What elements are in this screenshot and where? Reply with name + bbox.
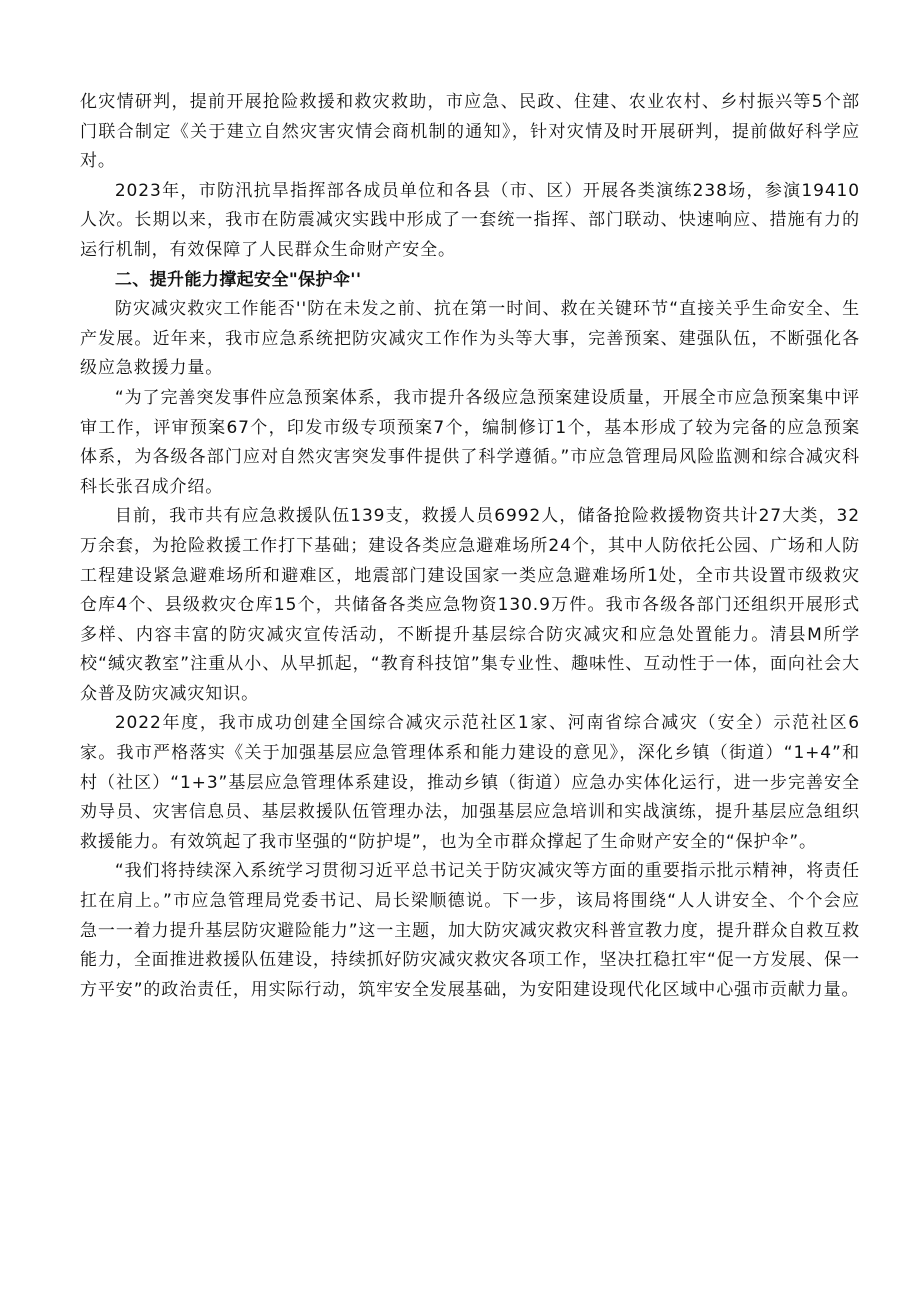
section-heading-two: 二、提升能力撑起安全"保护伞'' (114, 269, 362, 290)
article-body (80, 88, 860, 1005)
paragraph-prevention-priority: 防灾减灾救灾工作能否''防在未发之前、抗在第一时间、救在关键环节“直接关乎生命安全、生产发展。近年来，我市应急系统把防灾减灾工作作为头等大事，完善预案、建强队伍，不断强化各级应急救援力量。 (80, 299, 860, 379)
paragraph-drills-2023: 2023年，市防汛抗旱指挥部各成员单位和各县（市、区）开展各类演练238场，参演19410人次。长期以来，我市在防震减灾实践中形成了一套统一指挥、部门联动、快速响应、措施有力的运行机制，有效保障了人民群众生命财产安全。 (80, 180, 860, 260)
paragraph-next-steps: “我们将持续深入系统学习贯彻习近平总书记关于防灾减灾等方面的重要指示批示精神，将责任扛在肩上。”市应急管理局党委书记、局长梁顺德说。下一步，该局将围绕“人人讲安全、个个会应急一一着力提升基层防灾避险能力”这一主题，加大防灾减灾救灾科普宣教力度，提升群众自救互救能力，全面推进救援队伍建设，持续抓好防灾减灾救灾各项工作，坚决扛稳扛牢“促一方发展、保一方平安”的政治责任，用实际行动，筑牢安全发展基础，为安阳建设现代化区域中心强市贡献力量。 (80, 861, 860, 1000)
paragraph-community-2022: 2022年度，我市成功创建全国综合减灾示范社区1家、河南省综合减灾（安全）示范社区6家。我市严格落实《关于加强基层应急管理体系和能力建设的意见》，深化乡镇（街道）“1+4”和村（社区）“1+3”基层应急管理体系建设，推动乡镇（街道）应急办实体化运行，进一步完善安全劝导员、灾害信息员、基层救援队伍管理办法，加强基层应急培训和实战演练，提升基层应急组织救援能力。有效筑起了我市坚强的“防护堤”，也为全市群众撑起了生命财产安全的“保护伞”。 (80, 713, 860, 852)
paragraph-rescue-resources: 目前，我市共有应急救援队伍139支，救援人员6992人，储备抢险救援物资共计27大类，32万余套，为抢险救援工作打下基础；建设各类应急避难场所24个，其中人防依托公园、广场和人防工程建设紧急避难场所和避难区，地震部门建设国家一类应急避难场所1处，全市共设置市级救灾仓库4个、县级救灾仓库15个，共储备各类应急物资130.9万件。我市各级各部门还组织开展形式多样、内容丰富的防灾减灾宣传活动，不断提升基层综合防灾减灾和应急处置能力。清县M所学校“缄灾教室”注重从小、从早抓起，“教育科技馆”集专业性、趣味性、互动性于一体，面向社会大众普及防灾减灾知识。 (80, 506, 860, 704)
paragraph-emergency-plans: “为了完善突发事件应急预案体系，我市提升各级应急预案建设质量，开展全市应急预案集中评审工作，评审预案67个，印发市级专项预案7个，编制修订1个，基本形成了较为完备的应急预案体系，为各级各部门应对自然灾害突发事件提供了科学遵循。”市应急管理局风险监测和综合减灾科科长张召成介绍。 (80, 387, 860, 497)
paragraph-disaster-assessment: 化灾情研判，提前开展抢险救援和救灾救助，市应急、民政、住建、农业农村、乡村振兴等5个部门联合制定《关于建立自然灾害灾情会商机制的通知》，针对灾情及时开展研判，提前做好科学应对。 (80, 92, 860, 172)
